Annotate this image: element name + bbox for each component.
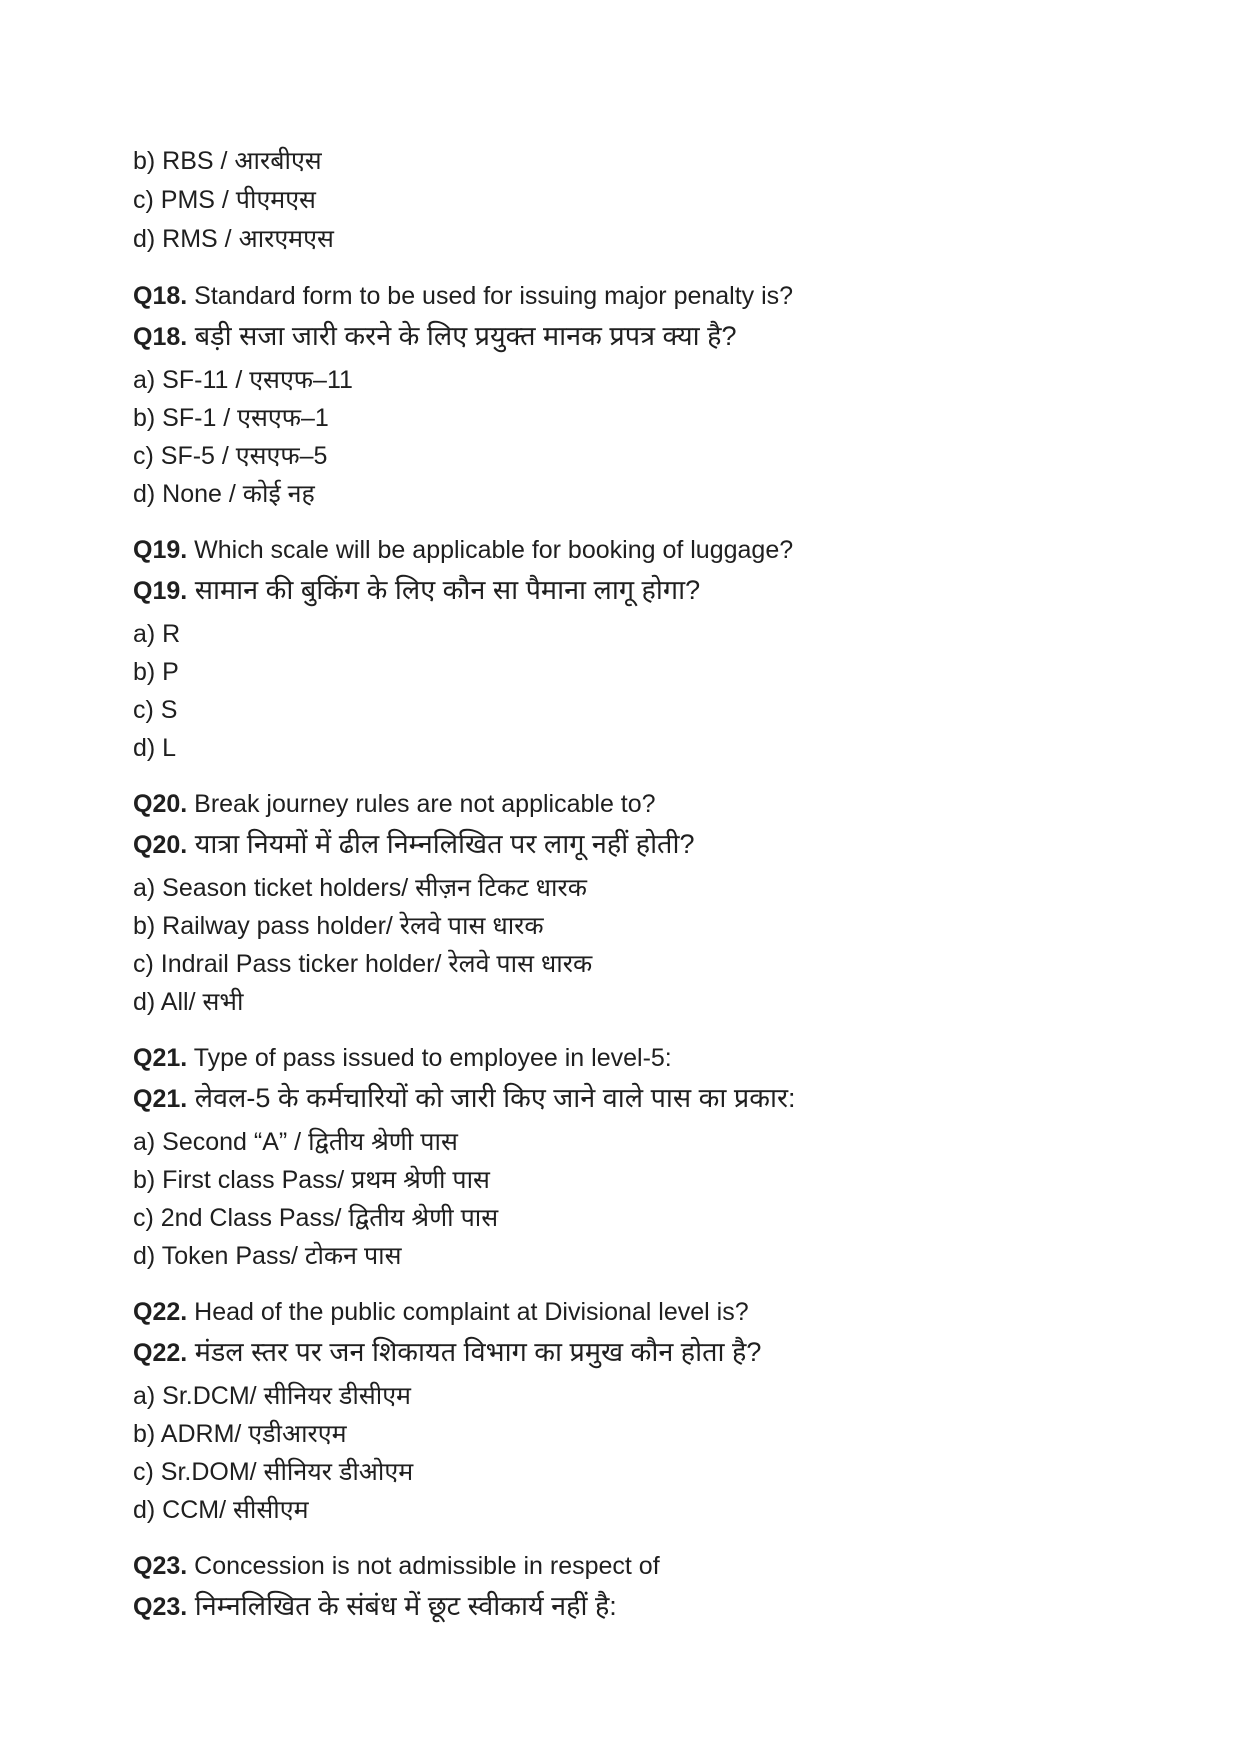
question-block-q20 [133, 784, 1181, 1021]
question-text-en: Head of the public complaint at Divisional level is? [194, 1298, 749, 1326]
question-en-line [133, 1292, 1181, 1329]
option-line: a) R [133, 620, 181, 648]
option-line: d) RMS / आरएमएस [133, 225, 334, 253]
question-text-hi: बड़ी सजा जारी करने के लिए प्रयुक्त मानक प्रपत्र क्या है? [194, 321, 737, 351]
question-number: Q19. [133, 536, 188, 564]
option-line: b) RBS / आरबीएस [133, 147, 322, 175]
intro-options [133, 142, 1181, 259]
question-number: Q21. [133, 1085, 188, 1113]
option-line: b) ADRM/ एडीआरएम [133, 1420, 347, 1448]
question-hi-line [133, 821, 1181, 869]
question-text-hi: यात्रा नियमों में ढील निम्नलिखित पर लागू नहीं होती? [194, 829, 695, 859]
question-number: Q23. [133, 1552, 188, 1580]
option-line: d) None / कोई नह [133, 480, 315, 508]
option-line: d) All/ सभी [133, 988, 244, 1016]
option-line: a) Season ticket holders/ सीज़न टिकट धारक [133, 874, 587, 902]
option-line: b) First class Pass/ प्रथम श्रेणी पास [133, 1166, 490, 1194]
option-line: b) P [133, 658, 179, 686]
question-text-en: Concession is not admissible in respect of [194, 1552, 660, 1580]
option-line: d) L [133, 734, 177, 762]
question-number: Q20. [133, 790, 188, 818]
question-en-line [133, 784, 1181, 821]
question-hi-line [133, 313, 1181, 361]
option-line: b) Railway pass holder/ रेलवे पास धारक [133, 912, 544, 940]
question-block-q18 [133, 276, 1181, 513]
question-hi-line [133, 1075, 1181, 1123]
option-line: c) Sr.DOM/ सीनियर डीओएम [133, 1458, 414, 1486]
option-line: c) SF-5 / एसएफ–5 [133, 442, 328, 470]
question-text-en: Break journey rules are not applicable to? [194, 790, 656, 818]
question-text-en: Type of pass issued to employee in level-5: [193, 1044, 672, 1072]
question-text-hi: मंडल स्तर पर जन शिकायत विभाग का प्रमुख कौन होता है? [194, 1337, 762, 1367]
question-hi-line [133, 1583, 1181, 1631]
option-line: d) Token Pass/ टोकन पास [133, 1242, 402, 1270]
question-number: Q22. [133, 1339, 188, 1367]
option-line: a) SF-11 / एसएफ–11 [133, 366, 353, 394]
option-line: c) S [133, 696, 178, 724]
question-text-en: Which scale will be applicable for booking of luggage? [194, 536, 794, 564]
question-text-hi: निम्नलिखित के संबंध में छूट स्वीकार्य नहीं है: [194, 1591, 617, 1621]
option-line: c) 2nd Class Pass/ द्वितीय श्रेणी पास [133, 1204, 499, 1232]
option-line: b) SF-1 / एसएफ–1 [133, 404, 329, 432]
question-block-q21 [133, 1038, 1181, 1275]
question-number: Q20. [133, 831, 188, 859]
question-text-en: Standard form to be used for issuing major penalty is? [194, 282, 794, 310]
question-number: Q18. [133, 323, 188, 351]
option-line: d) CCM/ सीसीएम [133, 1496, 309, 1524]
option-line: a) Second “A” / द्वितीय श्रेणी पास [133, 1128, 458, 1156]
question-text-hi: सामान की बुकिंग के लिए कौन सा पैमाना लागू होगा? [194, 575, 701, 605]
option-line: a) Sr.DCM/ सीनियर डीसीएम [133, 1382, 411, 1410]
question-hi-line [133, 567, 1181, 615]
question-en-line [133, 276, 1181, 313]
question-number: Q21. [133, 1044, 188, 1072]
question-hi-line [133, 1329, 1181, 1377]
question-en-line [133, 1038, 1181, 1075]
question-block-q22 [133, 1292, 1181, 1529]
question-text-hi: लेवल-5 के कर्मचारियों को जारी किए जाने वाले पास का प्रकार: [194, 1083, 796, 1113]
question-number: Q18. [133, 282, 188, 310]
question-block-q19 [133, 530, 1181, 767]
option-line: c) Indrail Pass ticker holder/ रेलवे पास धारक [133, 950, 593, 978]
question-number: Q22. [133, 1298, 188, 1326]
question-number: Q23. [133, 1593, 188, 1621]
question-block-q23 [133, 1546, 1181, 1631]
question-number: Q19. [133, 577, 188, 605]
question-en-line [133, 530, 1181, 567]
option-line: c) PMS / पीएमएस [133, 186, 316, 214]
question-en-line [133, 1546, 1181, 1583]
